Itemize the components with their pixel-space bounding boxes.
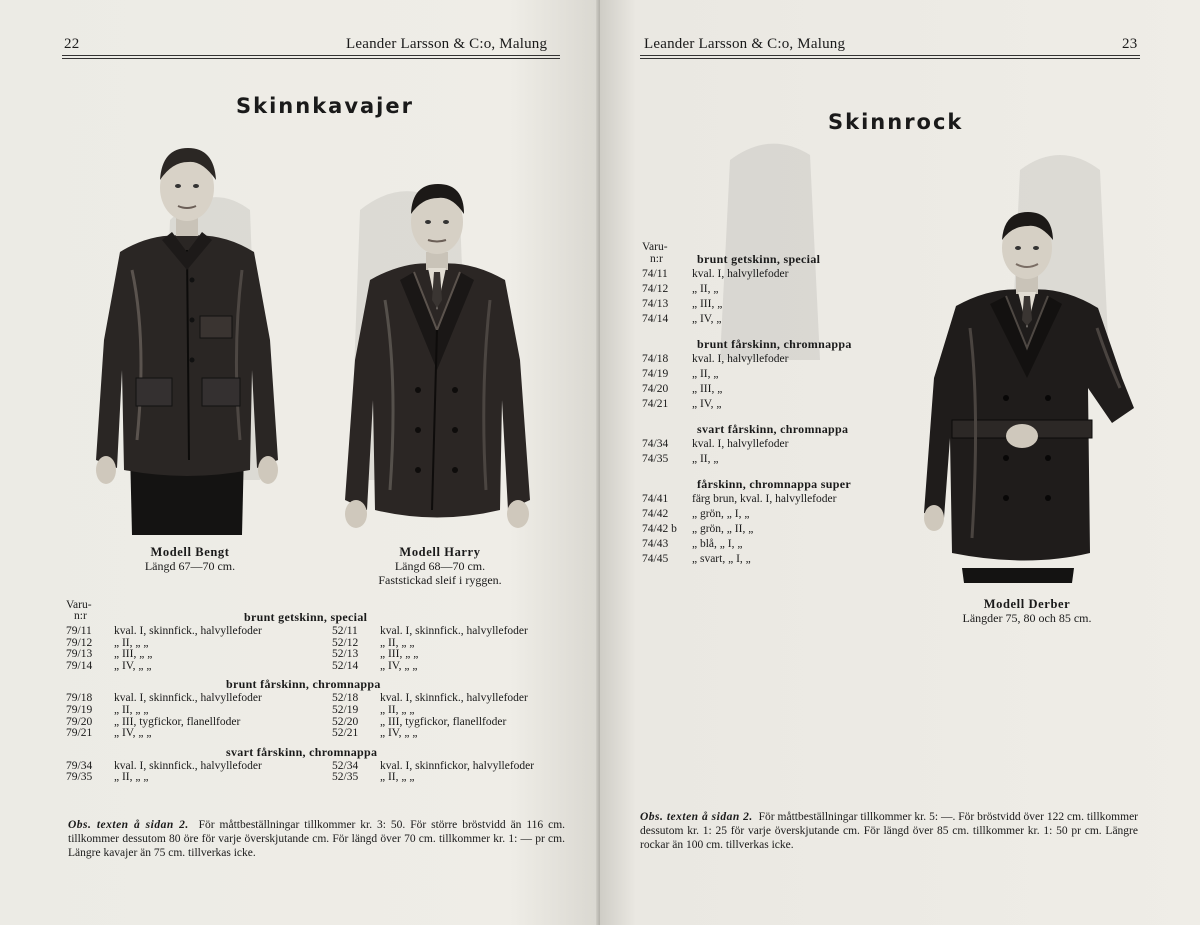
article-number: 74/42 b <box>642 523 677 535</box>
group-heading: svart fårskinn, chromnappa <box>226 744 378 759</box>
article-number: 52/18 <box>332 692 359 705</box>
varunr-label: Varu- <box>66 599 92 611</box>
article-number: 79/19 <box>66 704 93 716</box>
article-description: kval. I, skinnfickor, halvyllefoder <box>380 759 535 772</box>
article-number: 52/14 <box>332 659 359 672</box>
article-number: 74/21 <box>642 398 669 410</box>
header-rule <box>62 55 560 59</box>
article-description: „ III, „ „ <box>380 648 419 661</box>
article-description: „ II, „ „ <box>380 704 415 716</box>
article-table <box>642 240 942 590</box>
article-number: 52/34 <box>332 759 359 772</box>
article-number: 74/42 <box>642 508 669 520</box>
photo-modell-harry <box>340 180 535 535</box>
article-description: „ grön, „ I, „ <box>692 508 750 520</box>
article-number: 74/41 <box>642 493 669 505</box>
article-table <box>66 598 566 798</box>
photo-modell-bengt <box>92 140 282 535</box>
group-heading: brunt getskinn, special <box>697 252 821 266</box>
model-length: Längder 75, 80 och 85 cm. <box>962 611 1092 625</box>
article-number: 79/20 <box>66 715 93 728</box>
varunr-label: Varu- <box>642 241 668 253</box>
article-description: „ svart, „ I, „ <box>692 553 751 565</box>
caption-modell-derber <box>932 597 1122 625</box>
article-description: färg brun, kval. I, halvyllefoder <box>692 493 837 505</box>
page-title: Skinnkavajer <box>236 94 414 118</box>
article-number: 79/12 <box>66 636 93 649</box>
article-number: 52/21 <box>332 727 359 740</box>
article-number: 74/14 <box>642 313 669 325</box>
group-heading: brunt getskinn, special <box>244 610 368 624</box>
article-number: 79/34 <box>66 759 93 772</box>
header-rule <box>640 55 1140 59</box>
article-description: „ IV, „ „ <box>380 659 418 672</box>
article-number: 79/18 <box>66 692 93 705</box>
group-heading: fårskinn, chromnappa super <box>697 477 851 491</box>
article-number: 74/43 <box>642 538 669 550</box>
article-number: 52/12 <box>332 636 359 649</box>
footnote-heading: Obs. texten å sidan 2. <box>68 819 189 831</box>
article-description: „ blå, „ I, „ <box>692 538 743 550</box>
article-description: „ III, tygfickor, flanellfoder <box>114 715 241 728</box>
photo-modell-derber <box>922 208 1137 583</box>
caption-modell-bengt <box>110 545 270 573</box>
article-description: „ grön, „ II, „ <box>692 523 754 535</box>
group-heading: svart fårskinn, chromnappa <box>697 422 849 436</box>
article-description: „ II, „ „ <box>114 771 149 784</box>
article-number: 52/13 <box>332 648 359 661</box>
article-number: 74/11 <box>642 268 668 280</box>
article-description: kval. I, skinnfick., halvyllefoder <box>114 625 262 637</box>
article-description: „ II, „ „ <box>380 636 415 649</box>
article-description: kval. I, skinnfick., halvyllefoder <box>114 692 262 705</box>
footnote-text: För måttbeställningar tillkommer kr. 5: —. För bröstvidd över 122 cm. tillkommer dessutom kr. 1: 25 för varje överskjutande cm. För längd över 85 cm. tillkommer kr. 1: 50 pr cm. Längre rockar än 100 cm. tillverkas icke. <box>640 811 1139 851</box>
article-description: kval. I, halvyllefoder <box>692 353 789 365</box>
article-description: „ III, tygfickor, flanellfoder <box>380 715 507 728</box>
group-heading: brunt fårskinn, chromnappa <box>697 337 852 351</box>
model-name: Modell Bengt <box>150 545 230 559</box>
right-page <box>600 0 1200 925</box>
article-description: „ IV, „ „ <box>114 727 152 740</box>
article-number: 52/20 <box>332 715 359 728</box>
article-description: „ II, „ „ <box>380 771 415 784</box>
model-name: Modell Derber <box>983 597 1071 611</box>
article-number: 79/21 <box>66 727 93 740</box>
article-description: „ III, „ <box>692 383 723 395</box>
article-description: kval. I, skinnfick., halvyllefoder <box>380 625 528 637</box>
model-length: Längd 67—70 cm. <box>144 559 236 573</box>
article-number: 52/35 <box>332 771 359 784</box>
article-description: „ III, „ „ <box>114 648 153 661</box>
model-extra: Faststickad sleif i ryggen. <box>378 573 502 587</box>
article-number: 74/12 <box>642 283 669 295</box>
article-description: kval. I, halvyllefoder <box>692 268 789 280</box>
page-title: Skinnrock <box>828 110 964 134</box>
article-description: „ IV, „ „ <box>380 727 418 740</box>
page-number: 22 <box>64 36 80 52</box>
article-description: „ II, „ „ <box>114 636 149 649</box>
article-description: kval. I, skinnfick., halvyllefoder <box>114 759 262 772</box>
article-number: 74/20 <box>642 383 669 395</box>
article-number: 74/13 <box>642 298 669 310</box>
article-number: 79/13 <box>66 648 93 661</box>
article-number: 74/19 <box>642 368 669 380</box>
varunr-label: n:r <box>650 253 663 265</box>
running-header: Leander Larsson & C:o, Malung <box>346 36 548 52</box>
page-number: 23 <box>1122 36 1138 52</box>
article-number: 79/35 <box>66 771 93 784</box>
article-number: 52/19 <box>332 704 359 716</box>
running-header: Leander Larsson & C:o, Malung <box>644 36 846 52</box>
article-description: „ III, „ <box>692 298 723 310</box>
article-number: 74/45 <box>642 553 669 565</box>
article-description: kval. I, skinnfick., halvyllefoder <box>380 692 528 705</box>
footnote-text: För måttbeställningar tillkommer kr. 3: 50. För större bröstvidd än 116 cm. tillkommer dessutom 80 öre för varje överskjutande cm. För längd över 70 cm. tillkommer kr. 1: — pr cm. Längre kavajer än 75 cm. tillverkas icke. <box>68 819 566 859</box>
article-description: „ IV, „ <box>692 398 722 410</box>
article-number: 52/11 <box>332 625 358 637</box>
article-number: 79/14 <box>66 659 93 672</box>
article-description: kval. I, halvyllefoder <box>692 438 789 450</box>
article-number: 74/18 <box>642 353 669 365</box>
footnote-heading: Obs. texten å sidan 2. <box>640 811 753 823</box>
model-length: Längd 68—70 cm. <box>394 559 486 573</box>
article-number: 74/35 <box>642 453 669 465</box>
article-description: „ II, „ <box>692 283 719 295</box>
article-number: 74/34 <box>642 438 669 450</box>
article-description: „ IV, „ <box>692 313 722 325</box>
article-number: 79/11 <box>66 625 92 637</box>
caption-modell-harry <box>355 545 525 587</box>
article-description: „ II, „ „ <box>114 704 149 716</box>
model-name: Modell Harry <box>399 545 481 559</box>
footnote <box>68 818 565 860</box>
footnote <box>640 810 1138 852</box>
varunr-label: n:r <box>74 610 87 622</box>
group-heading: brunt fårskinn, chromnappa <box>226 677 381 692</box>
article-description: „ II, „ <box>692 453 719 465</box>
article-description: „ IV, „ „ <box>114 659 152 672</box>
article-description: „ II, „ <box>692 368 719 380</box>
